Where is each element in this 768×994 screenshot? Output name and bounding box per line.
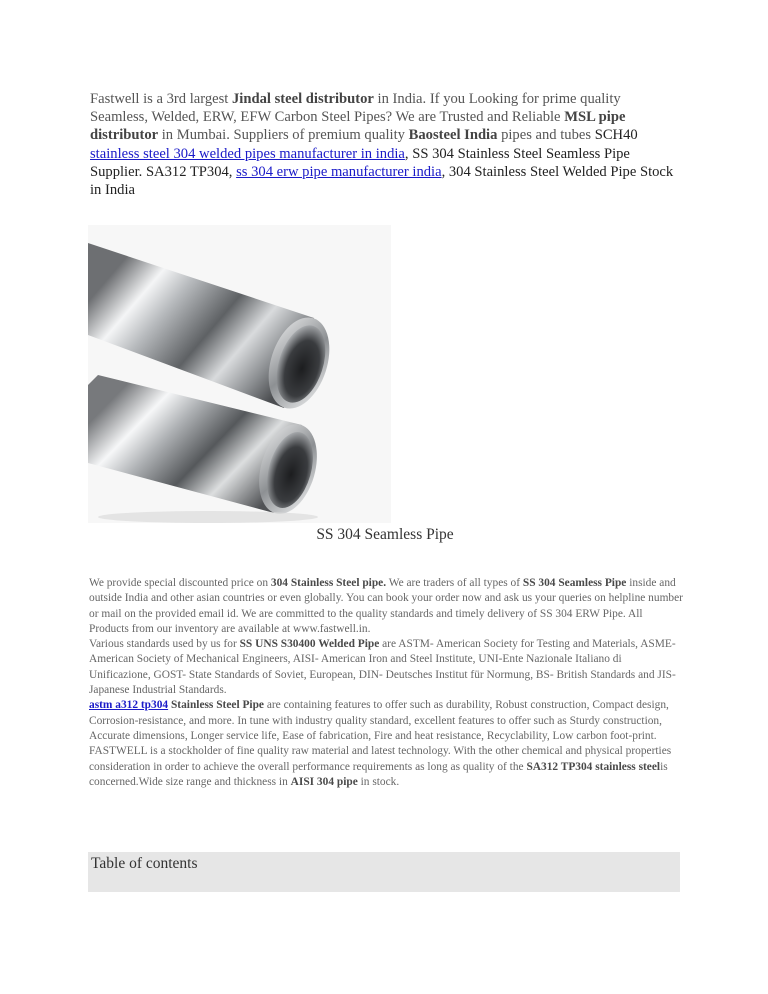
body-bold: SS 304 Seamless Pipe (522, 577, 627, 589)
body-text-span: is concerned.Wide size range and thickness in (89, 760, 668, 788)
intro-bold-msl: MSL pipe distributor (90, 109, 626, 144)
link-ss304-welded-manufacturer[interactable]: stainless steel 304 welded pipes manufacturer in india (90, 145, 405, 162)
pipes-image (88, 225, 391, 523)
link-astm-a312-tp304[interactable] (89, 699, 168, 711)
table-of-contents-header (88, 852, 680, 892)
body-text-span: are containing features to offer such as durability, Robust construction, Compact design, Corrosion-resistance, and more. In tune with industry quality standard, excellent features to offer such as Sturdy construction, Accurate dimensions, Longer service life, Ease of fabrication, Fire and heat resistance, Recyclability, Low carbon foot-print. FASTWELL is a stockholder of fine quality raw material and latest technology. With the other chemical and physical properties consideration in order to achieve the overall performance requirements as long as quality of the (89, 699, 672, 773)
intro-bold-baosteel: Baosteel India (408, 127, 498, 144)
image-caption: SS 304 Seamless Pipe (316, 526, 454, 543)
body-text-span: Various standards used by us for (89, 638, 240, 651)
body-text-span: We are traders of all types of (386, 577, 523, 589)
body-text-span: in stock. (357, 775, 400, 788)
intro-text: Fastwell is a 3rd largest (90, 91, 232, 107)
body-bold: SS UNS S30400 Welded Pipe (239, 638, 380, 651)
link-ss304-erw-manufacturer[interactable]: ss 304 erw pipe manufacturer india (236, 163, 442, 180)
intro-text: , SS 304 Stainless Steel Seamless Pipe Supplier. SA312 TP304, (90, 145, 630, 180)
body-bold: SA312 TP304 stainless steel (526, 760, 661, 773)
pipes-illustration (88, 225, 391, 523)
body-bold: AISI 304 pipe (290, 775, 358, 788)
intro-text: , 304 Stainless Steel Welded Pipe Stock in India (90, 163, 674, 199)
body-text-span: are ASTM- American Society for Testing and Materials, ASME- American Society of Mechanical Engineers, AISI- American Iron and Steel Institute, UNI-Ente Nazionale Italiano di Unificazione, GOST- State Standards of Soviet, European, DIN- Deutsches Institut für Normung, BS- British Standards and JIS- Japanese Industrial Standards. (89, 638, 676, 697)
intro-text: in India. If you Looking for prime quality Seamless, Welded, ERW, EFW Carbon Steel Pipes? We are Trusted and Reliable (90, 91, 621, 126)
intro-bold-jindal: Jindal steel distributor (232, 91, 374, 107)
body-bold: 304 Stainless Steel pipe. (270, 577, 387, 589)
toc-title: Table of contents (91, 855, 198, 872)
body-text (89, 576, 683, 790)
intro-text: in Mumbai. Suppliers of premium quality (158, 127, 409, 144)
body-bold: Stainless Steel Pipe (168, 699, 264, 712)
body-text-span: inside and outside India and other asian countries or even globally. You can book your order now and ask us your queries on helpline number or mail on the provided email id. We are committed to the quality standards and timely delivery of SS 304 ERW Pipe. All Products from our inventory are available at www.fastwell.in. (89, 577, 683, 635)
body-text-span: We provide special discounted price on (89, 577, 271, 589)
link-text: astm a312 tp304 (89, 699, 169, 712)
intro-paragraph (90, 90, 675, 199)
intro-text-sch40: SCH40 (594, 127, 638, 144)
intro-text: pipes and tubes (497, 127, 595, 144)
